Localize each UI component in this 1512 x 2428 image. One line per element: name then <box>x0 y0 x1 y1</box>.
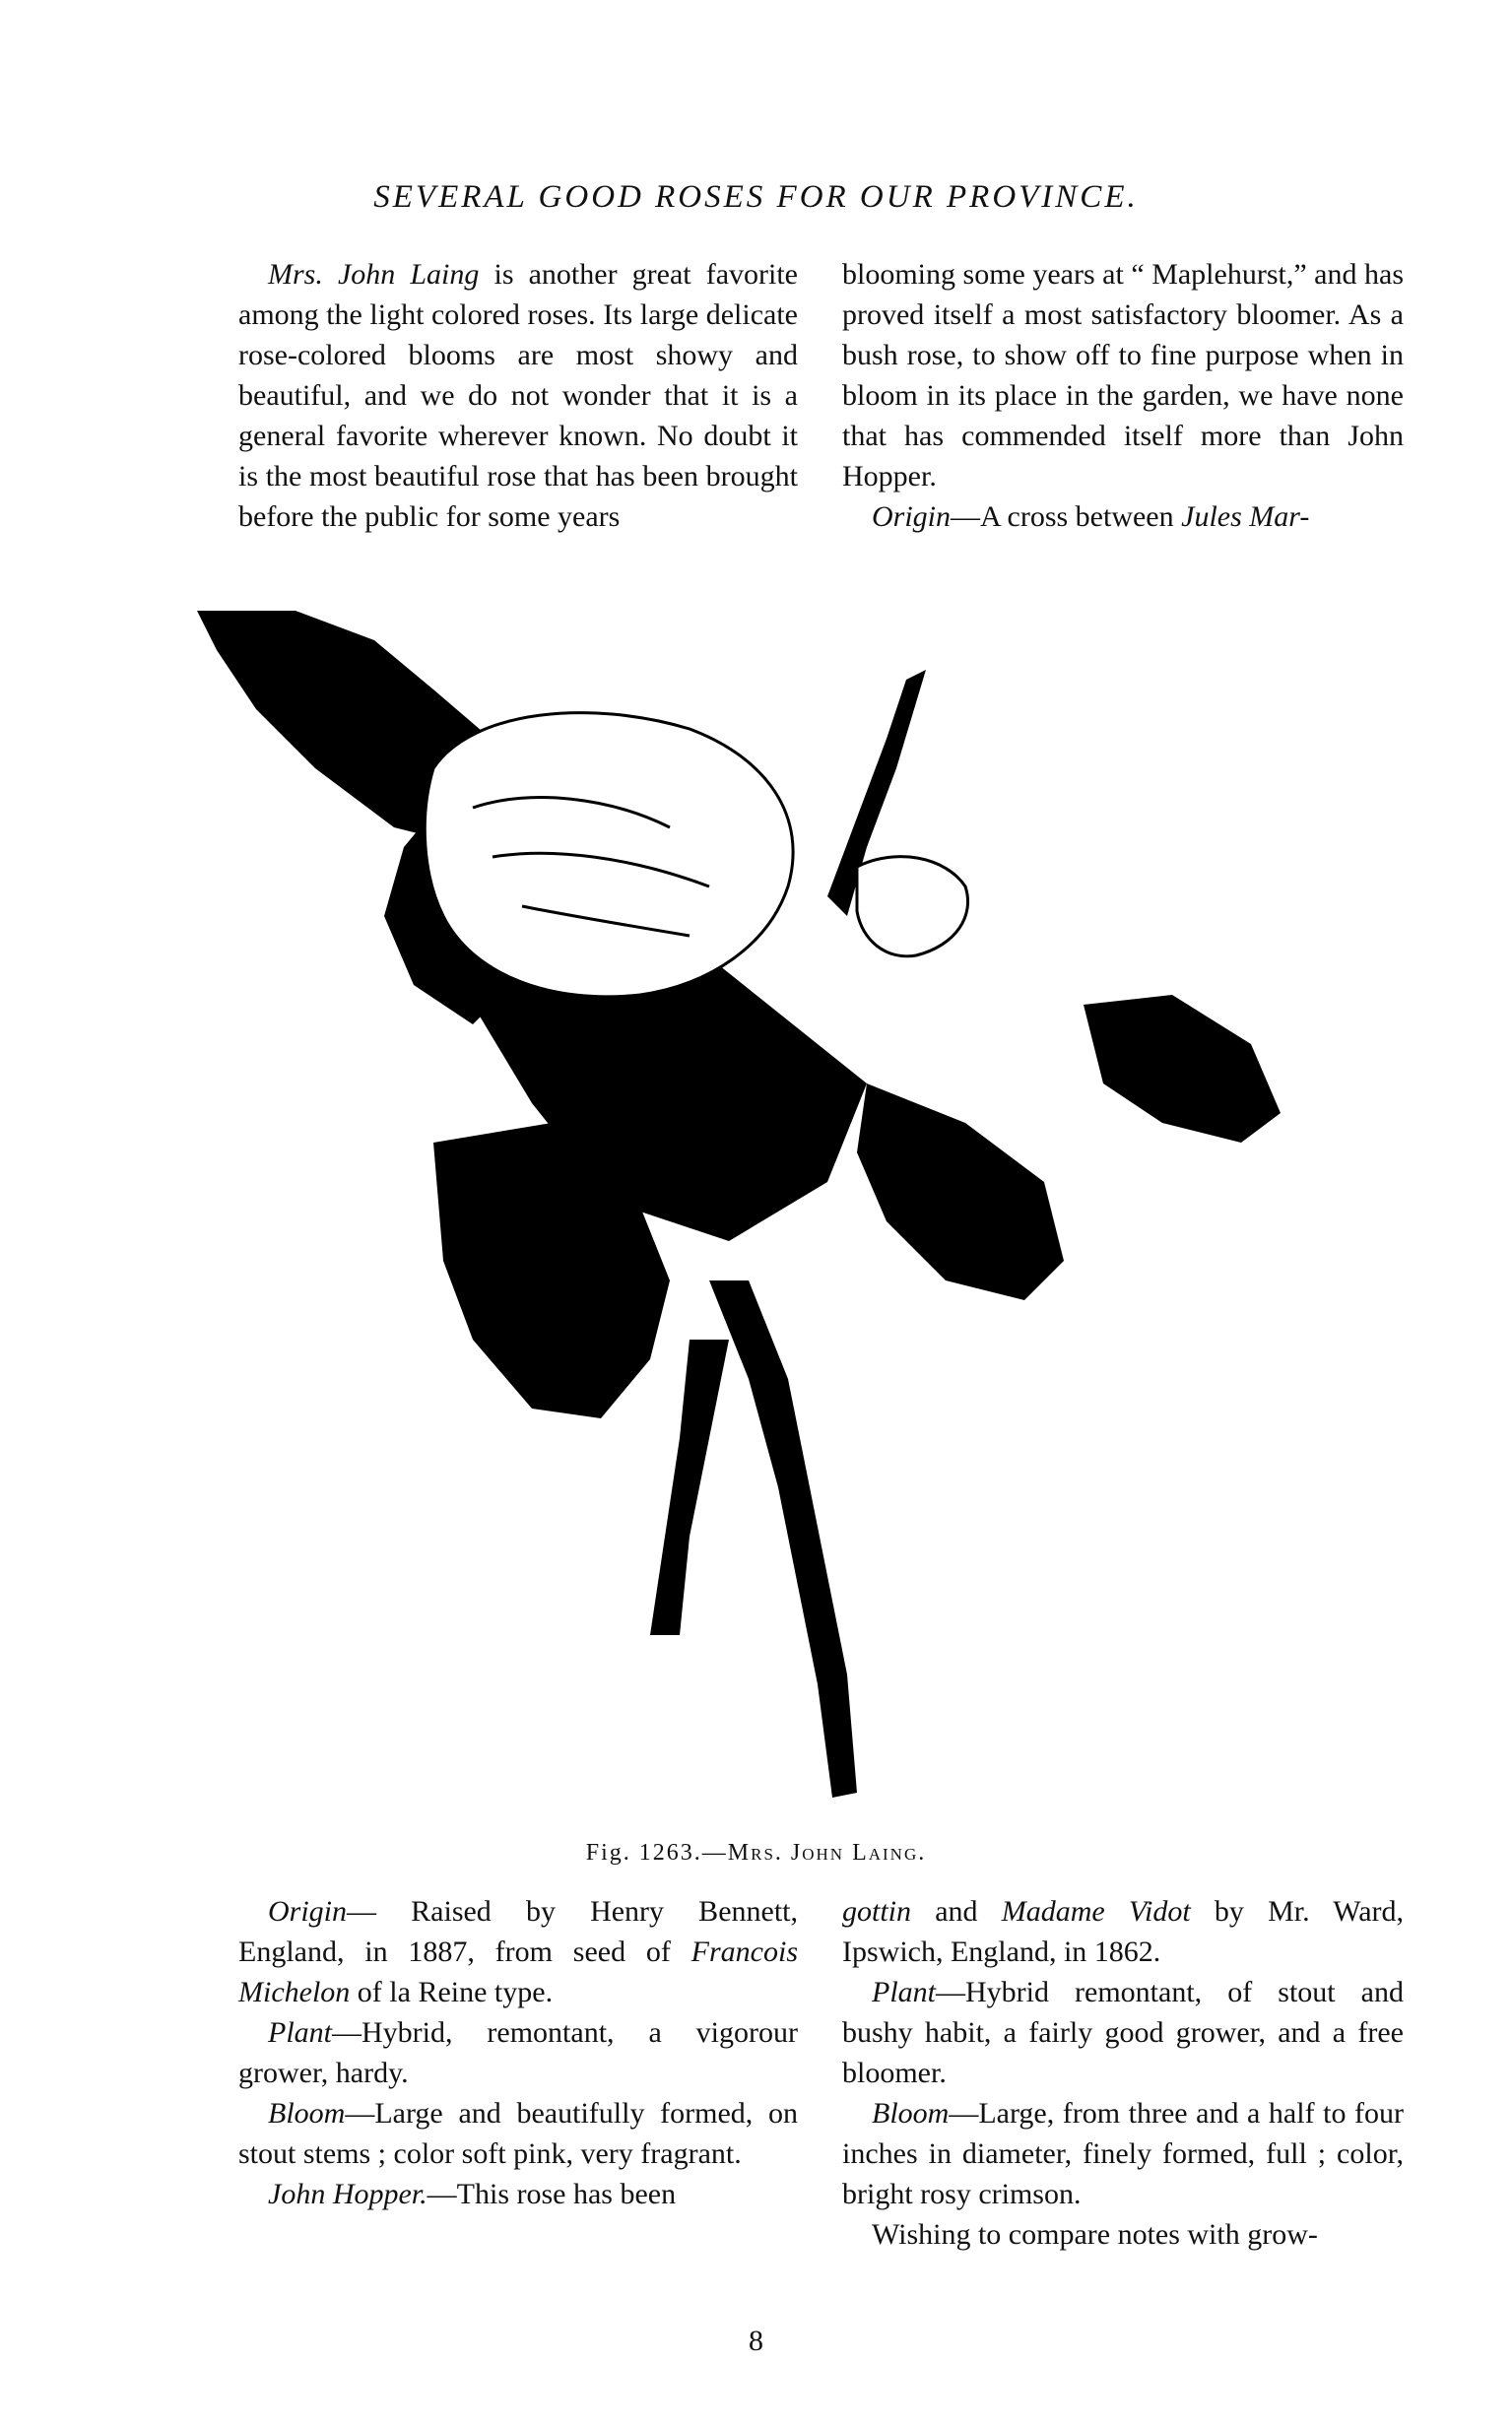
bloom-paragraph <box>238 2093 798 2174</box>
rose-name: gottin <box>842 1895 912 1928</box>
plant-label: Plant <box>268 2016 332 2049</box>
rose-name: Mrs. John Laing <box>268 258 480 291</box>
paragraph-text: is another great favorite among the light colored roses. Its large delicate rose-colored blooms are most showy and beautiful, and we do not wonder that it is a general favorite wherever known. No doubt it is the most beautiful rose that has been brought before the public for some years <box>238 258 798 533</box>
plant-label: Plant <box>872 1976 936 2008</box>
page-number: 8 <box>749 2325 763 2357</box>
left-stem <box>650 1340 729 1635</box>
origin-label: Origin <box>268 1895 348 1928</box>
rose-illustration <box>177 591 1478 1812</box>
origin-continued-paragraph <box>842 1891 1404 1972</box>
figure-number: Fig. 1263.— <box>585 1840 728 1866</box>
paragraph-text: —A cross between <box>951 500 1182 533</box>
figure-caption <box>0 1840 1512 1867</box>
rose-name: Francois Michelon <box>238 1936 798 2008</box>
rose-name: Jules Mar- <box>1181 500 1310 533</box>
paragraph-text: and <box>911 1895 1002 1928</box>
john-hopper-continued-paragraph: blooming some years at “ Maplehurst,” and has proved itself a most satisfactory bloomer. As a bush rose, to show off to fine purpose when in bloom in its place in the garden, we have none that has commended itself more than John Hopper. <box>842 258 1404 492</box>
paragraph-text: —This rose has been <box>427 2178 677 2210</box>
rose-bloom <box>425 713 793 997</box>
right-leaf <box>1084 995 1281 1143</box>
origin-paragraph <box>842 496 1404 537</box>
paragraph-text: of la Reine type. <box>350 1976 554 2008</box>
mrs-john-laing-paragraph <box>238 254 798 537</box>
origin-label: Origin <box>872 500 952 533</box>
paragraph-text: — Raised by Henry Bennett, England, in 1887, from seed of <box>238 1895 798 1968</box>
lower-right-leaf <box>857 1083 1064 1300</box>
bloom-label: Bloom <box>268 2097 346 2130</box>
bottom-right-column <box>842 1891 1404 2255</box>
john-hopper-paragraph <box>238 2174 798 2214</box>
main-stem <box>709 1280 857 1798</box>
plant-paragraph <box>842 1972 1404 2093</box>
paragraph-text: —Large and beautifully formed, on stout stems ; color soft pink, very fragrant. <box>238 2097 798 2170</box>
paragraph-text: by Mr. Ward, Ipswich, England, in 1862. <box>842 1895 1404 1968</box>
bloom-paragraph <box>842 2093 1404 2214</box>
rose-bud <box>857 857 968 956</box>
plant-paragraph <box>238 2012 798 2093</box>
top-right-column <box>842 254 1404 537</box>
origin-paragraph <box>238 1891 798 2012</box>
figure-title: Mrs. John Laing. <box>727 1840 927 1866</box>
paragraph-text: —Large, from three and a half to four inches in diameter, finely formed, full ; color, bright rosy crimson. <box>842 2097 1404 2210</box>
closing-paragraph: Wishing to compare notes with grow- <box>872 2218 1318 2251</box>
running-header: SEVERAL GOOD ROSES FOR OUR PROVINCE. <box>373 179 1139 215</box>
bottom-left-column <box>238 1891 798 2214</box>
rose-name: Madame Vidot <box>1001 1895 1191 1928</box>
paragraph-text: —Hybrid, remontant, a vigorour grower, hardy. <box>238 2016 798 2089</box>
paragraph-text: —Hybrid remontant, of stout and bushy habit, a fairly good grower, and a free bloomer. <box>842 1976 1404 2089</box>
bloom-label: Bloom <box>872 2097 950 2130</box>
rose-name: John Hopper. <box>268 2178 427 2210</box>
top-left-column <box>238 254 798 537</box>
